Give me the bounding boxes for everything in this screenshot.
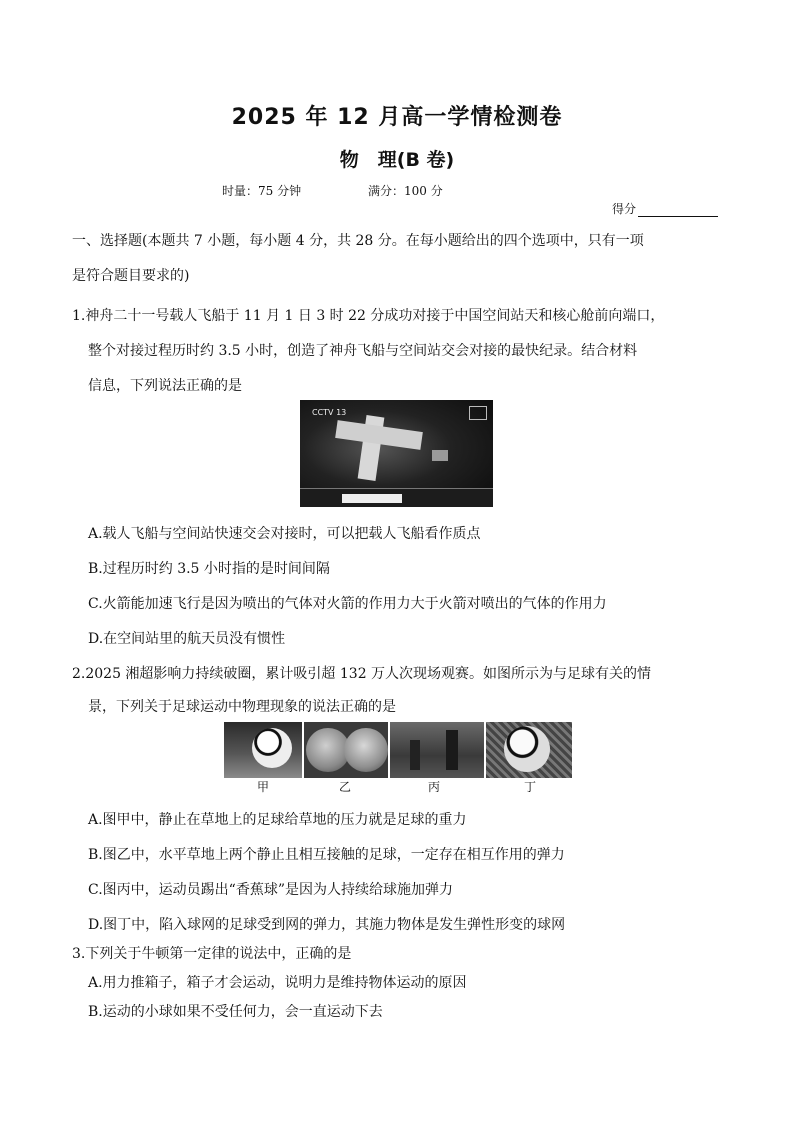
football-right — [344, 728, 388, 772]
figure-label-bing: 丙 — [427, 780, 440, 794]
figure-label-jia: 甲 — [256, 780, 269, 794]
score-blank — [638, 204, 718, 217]
score-field — [612, 200, 718, 217]
q3-option-a: A.用力推箱子，箱子才会运动，说明力是维持物体运动的原因 — [88, 975, 467, 991]
q2-option-d: D.图丁中，陷入球网的足球受到网的弹力，其施力物体是发生弹性形变的球网 — [88, 917, 566, 933]
q2-photo-ding — [486, 722, 572, 778]
q1-stem-line2: 整个对接过程历时约 3.5 小时，创造了神舟飞船与空间站交会对接的最快纪录。结合材料 — [88, 343, 638, 359]
q1-option-b: B.过程历时约 3.5 小时指的是时间间隔 — [88, 561, 330, 577]
q2-photo-yi — [304, 722, 388, 778]
football-on-grass — [252, 728, 292, 768]
q2-stem-line2: 景，下列关于足球运动中物理现象的说法正确的是 — [88, 699, 396, 715]
subject-title: 物 理(B 卷) — [339, 149, 455, 171]
figure-label-ding: 丁 — [523, 780, 536, 794]
figure-label-yi: 乙 — [338, 780, 351, 794]
spacecraft-shape — [432, 450, 448, 461]
player-figure-left — [410, 740, 420, 770]
q3-option-b: B.运动的小球如果不受任何力，会一直运动下去 — [88, 1004, 383, 1020]
q2-option-a: A.图甲中，静止在草地上的足球给草地的压力就是足球的重力 — [88, 812, 467, 828]
q1-photo-corner-box — [469, 406, 487, 420]
q1-space-station-photo — [300, 400, 493, 507]
q2-option-c: C.图丙中，运动员踢出“香蕉球”是因为人持续给球施加弹力 — [88, 882, 453, 898]
q1-option-a: A.载人飞船与空间站快速交会对接时，可以把载人飞船看作质点 — [88, 526, 481, 542]
exam-duration: 时量：75 分钟 — [222, 184, 302, 198]
football-in-net — [504, 726, 550, 772]
q1-photo-channel-logo: CCTV 13 — [312, 408, 347, 417]
q2-stem-line1: 2.2025 湘超影响力持续破圈，累计吸引超 132 万人次现场观赛。如图所示为与足球有关的情 — [72, 666, 652, 682]
full-score: 满分：100 分 — [368, 184, 443, 198]
q2-option-b: B.图乙中，水平草地上两个静止且相互接触的足球，一定存在相互作用的弹力 — [88, 847, 565, 863]
exam-title: 2025 年 12 月高一学情检测卷 — [231, 105, 563, 130]
q2-photo-bing — [390, 722, 484, 778]
section1-heading-line2: 是符合题目要求的) — [72, 268, 190, 284]
q1-option-c: C.火箭能加速飞行是因为喷出的气体对火箭的作用力大于火箭对喷出的气体的作用力 — [88, 596, 607, 612]
q2-photo-jia — [224, 722, 302, 778]
player-figure-right — [446, 730, 458, 770]
q1-photo-caption-box — [342, 494, 402, 503]
q1-stem-line1: 1.神舟二十一号载人飞船于 11 月 1 日 3 时 22 分成功对接于中国空间站天和核心舱前向端口， — [72, 308, 665, 324]
section1-heading-line1: 一、选择题(本题共 7 小题，每小题 4 分，共 28 分。在每小题给出的四个选项中，只有一项 — [72, 233, 644, 249]
score-label: 得分 — [612, 202, 637, 216]
q1-option-d: D.在空间站里的航天员没有惯性 — [88, 631, 286, 647]
q1-stem-line3: 信息，下列说法正确的是 — [88, 378, 242, 394]
q3-stem: 3.下列关于牛顿第一定律的说法中，正确的是 — [72, 946, 352, 962]
